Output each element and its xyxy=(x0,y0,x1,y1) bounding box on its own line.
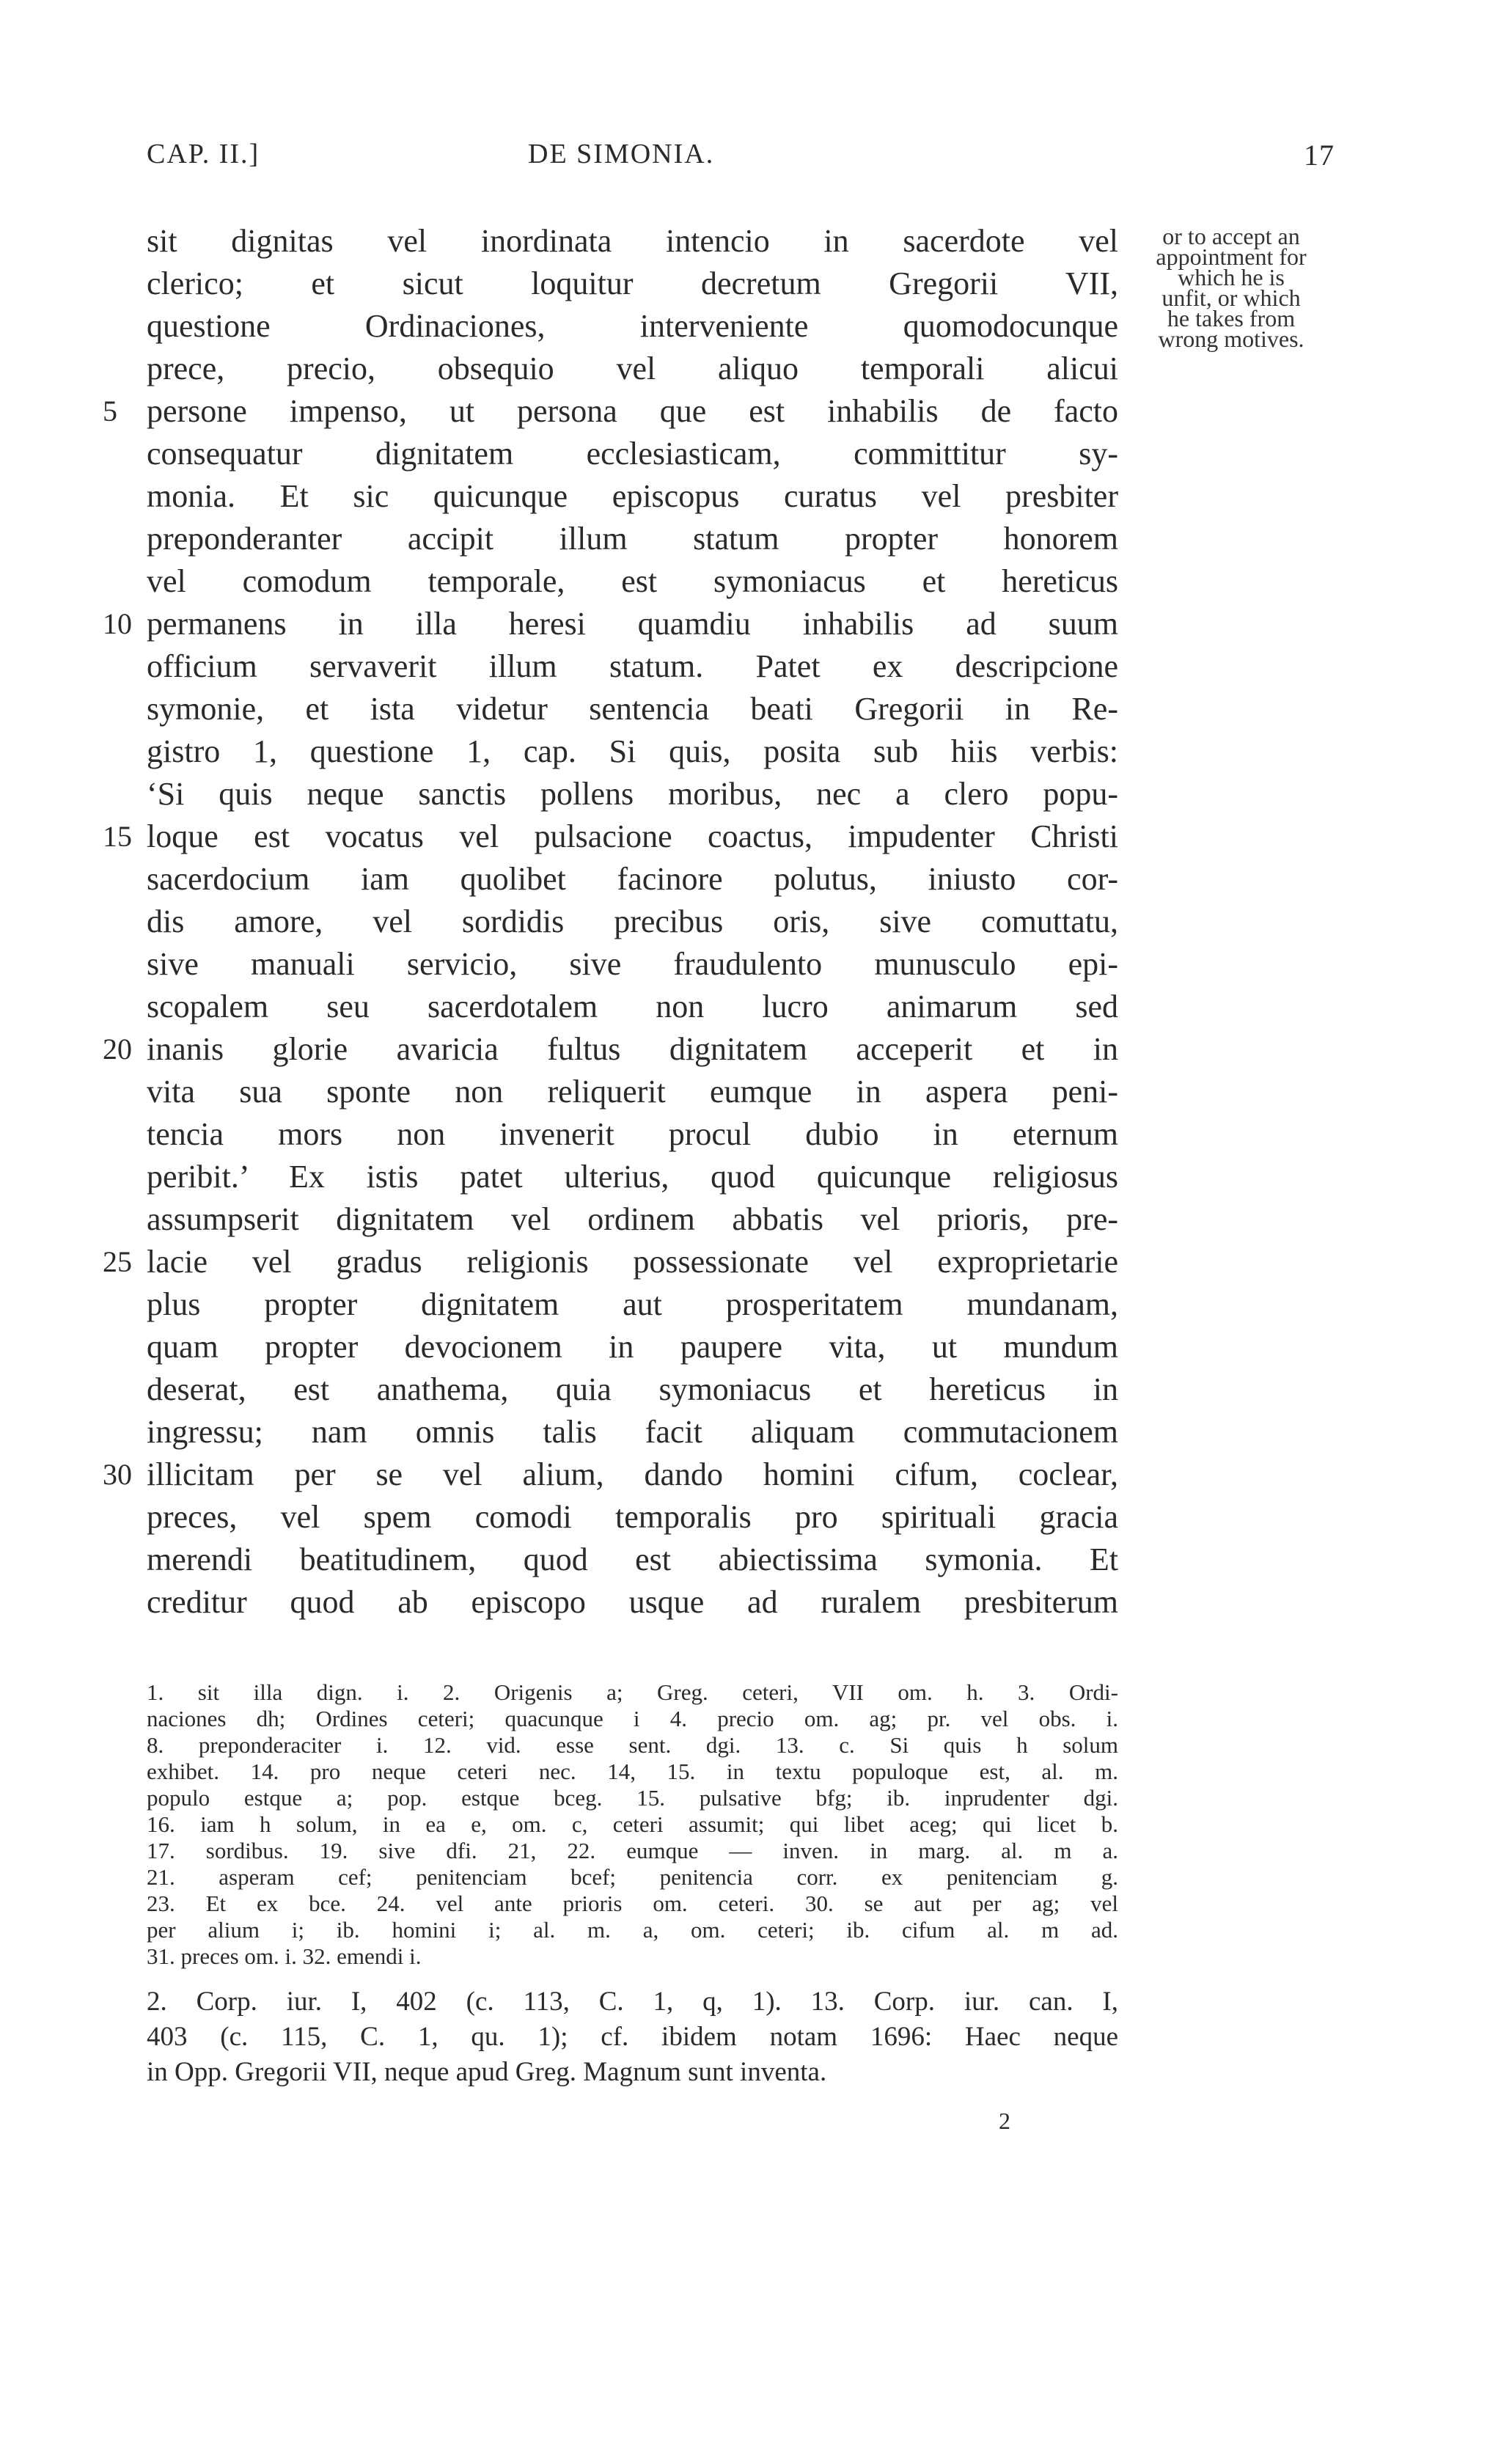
text-line xyxy=(147,1539,1118,1581)
apparatus-line: 23. Et ex bce. 24. vel ante prioris om. ceteri. 30. se aut per ag; vel xyxy=(147,1891,1118,1916)
line-text: quam propter devocionem in paupere vita, ut mundum xyxy=(147,1329,1118,1365)
line-text: illicitam per se vel alium, dando homini cifum, coclear, xyxy=(147,1456,1118,1492)
line-text: plus propter dignitatem aut prosperitatem mundanam, xyxy=(147,1286,1118,1322)
text-line xyxy=(147,773,1118,815)
apparatus-line: 31. preces om. i. 32. emendi i. xyxy=(147,1943,422,1969)
line-text: merendi beatitudinem, quod est abiectissima symonia. Et xyxy=(147,1541,1118,1577)
line-text: preponderanter accipit illum statum propter honorem xyxy=(147,521,1118,557)
apparatus-line: 1. sit illa dign. i. 2. Origenis a; Greg. ceteri, VII om. h. 3. Ordi- xyxy=(147,1679,1118,1705)
text-line xyxy=(147,560,1118,603)
marginal-note-line: or to accept an xyxy=(1162,223,1300,249)
line-text: sacerdocium iam quolibet facinore polutus, iniusto cor- xyxy=(147,861,1118,897)
marginal-note xyxy=(1128,223,1335,352)
line-text: dis amore, vel sordidis precibus oris, sive comuttatu, xyxy=(147,903,1118,939)
text-line xyxy=(147,943,1118,986)
text-line xyxy=(147,1156,1118,1198)
apparatus-line: 21. asperam cef; penitenciam bcef; penitencia corr. ex penitenciam g. xyxy=(147,1864,1118,1890)
page-title: DE SIMONIA. xyxy=(528,139,715,169)
line-text: officium servaverit illum statum. Patet ex descripcione xyxy=(147,648,1118,684)
footnotes xyxy=(147,1984,1118,2090)
apparatus-line: naciones dh; Ordines ceteri; quacunque i 4. precio om. ag; pr. vel obs. i. xyxy=(147,1706,1118,1731)
text-line xyxy=(147,220,1118,263)
text-line xyxy=(147,305,1118,348)
text-line xyxy=(103,1453,1118,1496)
text-line xyxy=(147,433,1118,475)
line-text: scopalem seu sacerdotalem non lucro animarum sed xyxy=(147,989,1118,1024)
text-line xyxy=(103,1241,1118,1283)
apparatus-line: 17. sordibus. 19. sive dfi. 21, 22. eumque — inven. in marg. al. m a. xyxy=(147,1838,1118,1863)
line-text: lacie vel gradus religionis possessionate vel exproprietarie xyxy=(147,1244,1118,1280)
page-number: 17 xyxy=(1304,139,1335,172)
line-number: 20 xyxy=(103,1033,132,1066)
line-text: questione Ordinaciones, interveniente quomodocunque xyxy=(147,308,1118,344)
text-line xyxy=(147,901,1118,943)
text-line xyxy=(147,1198,1118,1241)
marginal-note-line: unfit, or which xyxy=(1161,285,1301,311)
line-text: prece, precio, obsequio vel aliquo temporali alicui xyxy=(147,351,1118,386)
footnote-line: 403 (c. 115, C. 1, qu. 1); cf. ibidem notam 1696: Haec neque xyxy=(147,2022,1118,2052)
line-number: 5 xyxy=(103,395,117,428)
text-line xyxy=(147,1283,1118,1326)
text-line xyxy=(147,1326,1118,1368)
marginal-note-line: wrong motives. xyxy=(1158,326,1304,352)
line-text: persone impenso, ut persona que est inhabilis de facto xyxy=(147,393,1118,429)
line-text: tencia mors non invenerit procul dubio in eternum xyxy=(147,1116,1118,1152)
main-text xyxy=(103,220,1118,1624)
line-text: deserat, est anathema, quia symoniacus et hereticus in xyxy=(147,1371,1118,1407)
line-text: assumpserit dignitatem vel ordinem abbatis vel prioris, pre- xyxy=(147,1201,1118,1237)
text-line xyxy=(103,815,1118,858)
line-number: 25 xyxy=(103,1245,132,1278)
text-line xyxy=(147,1368,1118,1411)
text-line xyxy=(147,1496,1118,1539)
line-text: permanens in illa heresi quamdiu inhabilis ad suum xyxy=(147,606,1118,642)
text-line xyxy=(147,263,1118,305)
line-text: gistro 1, questione 1, cap. Si quis, posita sub hiis verbis: xyxy=(147,733,1118,769)
running-head xyxy=(147,138,1335,182)
line-text: peribit.’ Ex istis patet ulterius, quod quicunque religiosus xyxy=(147,1159,1118,1195)
text-line xyxy=(147,1071,1118,1113)
line-text: creditur quod ab episcopo usque ad ruralem presbiterum xyxy=(147,1584,1118,1620)
line-text: consequatur dignitatem ecclesiasticam, committitur sy- xyxy=(147,436,1118,472)
apparatus-line: 8. preponderaciter i. 12. vid. esse sent. dgi. 13. c. Si quis h solum xyxy=(147,1732,1118,1758)
line-number: 10 xyxy=(103,607,132,640)
apparatus-line: populo estque a; pop. estque bceg. 15. pulsative bfg; ib. inprudenter dgi. xyxy=(147,1785,1118,1811)
text-line xyxy=(147,986,1118,1028)
text-line xyxy=(147,1113,1118,1156)
line-number: 15 xyxy=(103,820,132,853)
text-line xyxy=(147,645,1118,688)
text-line xyxy=(147,858,1118,901)
critical-apparatus xyxy=(147,1679,1118,1970)
line-text: clerico; et sicut loquitur decretum Gregorii VII, xyxy=(147,265,1118,301)
line-text: inanis glorie avaricia fultus dignitatem acceperit et in xyxy=(147,1031,1118,1067)
marginal-note-line: appointment for xyxy=(1156,243,1307,270)
signature-mark: 2 xyxy=(999,2108,1010,2134)
marginal-note-line: he takes from xyxy=(1167,305,1296,331)
text-line xyxy=(147,1581,1118,1624)
line-text: vita sua sponte non reliquerit eumque in aspera peni- xyxy=(147,1074,1118,1110)
footnote-line: in Opp. Gregorii VII, neque apud Greg. Magnum sunt inventa. xyxy=(147,2057,827,2087)
text-line xyxy=(147,348,1118,390)
text-line xyxy=(147,475,1118,518)
text-line xyxy=(147,730,1118,773)
line-text: sive manuali servicio, sive fraudulento munusculo epi- xyxy=(147,946,1118,982)
text-line xyxy=(147,688,1118,730)
line-text: ‘Si quis neque sanctis pollens moribus, nec a clero popu- xyxy=(147,776,1118,812)
text-line xyxy=(103,1028,1118,1071)
line-text: sit dignitas vel inordinata intencio in sacerdote vel xyxy=(147,223,1118,259)
marginal-note-line: which he is xyxy=(1178,264,1285,290)
text-line xyxy=(147,518,1118,560)
text-line xyxy=(103,603,1118,645)
line-text: symonie, et ista videtur sentencia beati Gregorii in Re- xyxy=(147,691,1118,727)
line-text: vel comodum temporale, est symoniacus et hereticus xyxy=(147,563,1118,599)
chapter-label: CAP. II.] xyxy=(147,139,260,169)
text-line xyxy=(103,390,1118,433)
line-text: ingressu; nam omnis talis facit aliquam commutacionem xyxy=(147,1414,1118,1450)
apparatus-line: exhibet. 14. pro neque ceteri nec. 14, 15. in textu populoque est, al. m. xyxy=(147,1759,1118,1784)
line-text: monia. Et sic quicunque episcopus curatus vel presbiter xyxy=(147,478,1118,514)
footnote-line: 2. Corp. iur. I, 402 (c. 113, C. 1, q, 1). 13. Corp. iur. can. I, xyxy=(147,1987,1118,2017)
line-text: preces, vel spem comodi temporalis pro spirituali gracia xyxy=(147,1499,1118,1535)
line-text: loque est vocatus vel pulsacione coactus, impudenter Christi xyxy=(147,818,1118,854)
apparatus-line: 16. iam h solum, in ea e, om. c, ceteri assumit; qui libet aceg; qui licet b. xyxy=(147,1811,1118,1837)
apparatus-line: per alium i; ib. homini i; al. m. a, om. ceteri; ib. cifum al. m ad. xyxy=(147,1917,1118,1943)
line-number: 30 xyxy=(103,1458,132,1491)
text-line xyxy=(147,1411,1118,1453)
